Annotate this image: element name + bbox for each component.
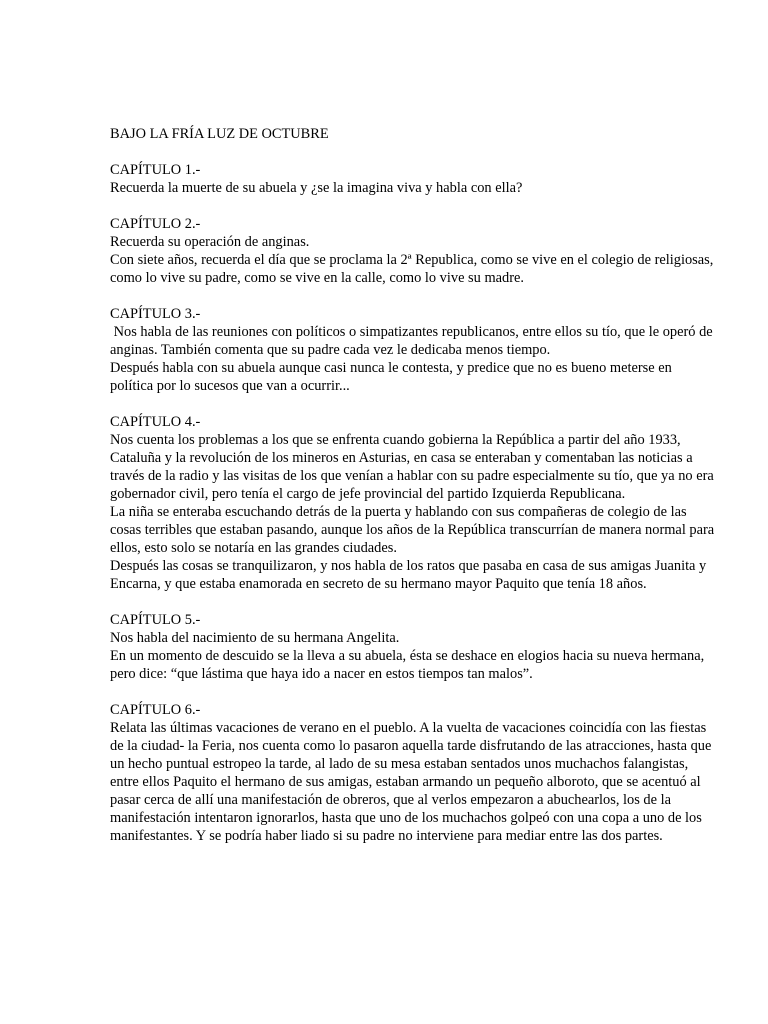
document-title: BAJO LA FRÍA LUZ DE OCTUBRE: [110, 126, 329, 142]
chapter-paragraph: Después habla con su abuela aunque casi nunca le contesta, y predice que no es bueno meterse en política por lo sucesos que van a ocurrir...: [110, 360, 672, 394]
chapter-4: [110, 413, 718, 593]
chapter-paragraph: Recuerda su operación de anginas.: [110, 234, 310, 250]
chapter-heading: CAPÍTULO 6.-: [110, 702, 201, 718]
chapter-heading: CAPÍTULO 3.-: [110, 306, 201, 322]
chapter-paragraph: Relata las últimas vacaciones de verano en el pueblo. A la vuelta de vacaciones coincidía con las fiestas de la ciudad- la Feria, nos cuenta como lo pasaron aquella tarde disfrutando de las atracciones, hasta que un hecho puntual estropeo la tarde, al lado de su mesa estaban sentados unos muchachos falangistas, entre ellos Paquito el hermano de sus amigas, estaban armando un pequeño alboroto, que se acentuó al pasar cerca de allí una manifestación de obreros, que al verlos empezaron a abuchearlos, los de la manifestación intentaron ignorarlos, hasta que uno de los muchachos golpeó con una copa a uno de los manifestantes. Y se podría haber liado si su padre no interviene para mediar entre las dos partes.: [110, 720, 712, 844]
chapter-paragraph: Nos habla del nacimiento de su hermana Angelita.: [110, 630, 400, 646]
chapter-2: [110, 215, 718, 287]
chapter-heading: CAPÍTULO 4.-: [110, 414, 201, 430]
chapter-1: [110, 161, 718, 197]
chapter-paragraph: La niña se enteraba escuchando detrás de la puerta y hablando con sus compañeras de colegio de las cosas terribles que estaban pasando, aunque los años de la República transcurrían de manera normal para ellos, esto solo se notaría en las grandes ciudades.: [110, 504, 715, 556]
chapter-heading: CAPÍTULO 2.-: [110, 216, 201, 232]
chapter-paragraph: Nos cuenta los problemas a los que se enfrenta cuando gobierna la República a partir del año 1933, Cataluña y la revolución de los mineros en Asturias, en casa se enteraban y comentaban las noticias a través de la radio y las visitas de los que venían a hablar con su padre especialmente su tío, que ya no era gobernador civil, pero tenía el cargo de jefe provincial del partido Izquierda Republicana.: [110, 432, 714, 502]
chapter-paragraph: Después las cosas se tranquilizaron, y nos habla de los ratos que pasaba en casa de sus amigas Juanita y Encarna, y que estaba enamorada en secreto de su hermano mayor Paquito que tenía 18 años.: [110, 558, 707, 592]
chapter-paragraph: Recuerda la muerte de su abuela y ¿se la imagina viva y habla con ella?: [110, 180, 523, 196]
chapter-3: [110, 305, 718, 395]
chapter-paragraph: Nos habla de las reuniones con políticos o simpatizantes republicanos, entre ellos su tío, que le operó de anginas. También comenta que su padre cada vez le dedicaba menos tiempo.: [110, 324, 717, 358]
chapter-heading: CAPÍTULO 5.-: [110, 612, 201, 628]
chapter-6: [110, 701, 718, 845]
chapter-paragraph: Con siete años, recuerda el día que se proclama la 2ª Republica, como se vive en el colegio de religiosas, como lo vive su padre, como se vive en la calle, como lo vive su madre.: [110, 252, 714, 286]
chapter-heading: CAPÍTULO 1.-: [110, 162, 201, 178]
chapter-paragraph: En un momento de descuido se la lleva a su abuela, ésta se deshace en elogios hacia su nueva hermana, pero dice: “que lástima que haya ido a nacer en estos tiempos tan malos”.: [110, 648, 705, 682]
chapter-5: [110, 611, 718, 683]
